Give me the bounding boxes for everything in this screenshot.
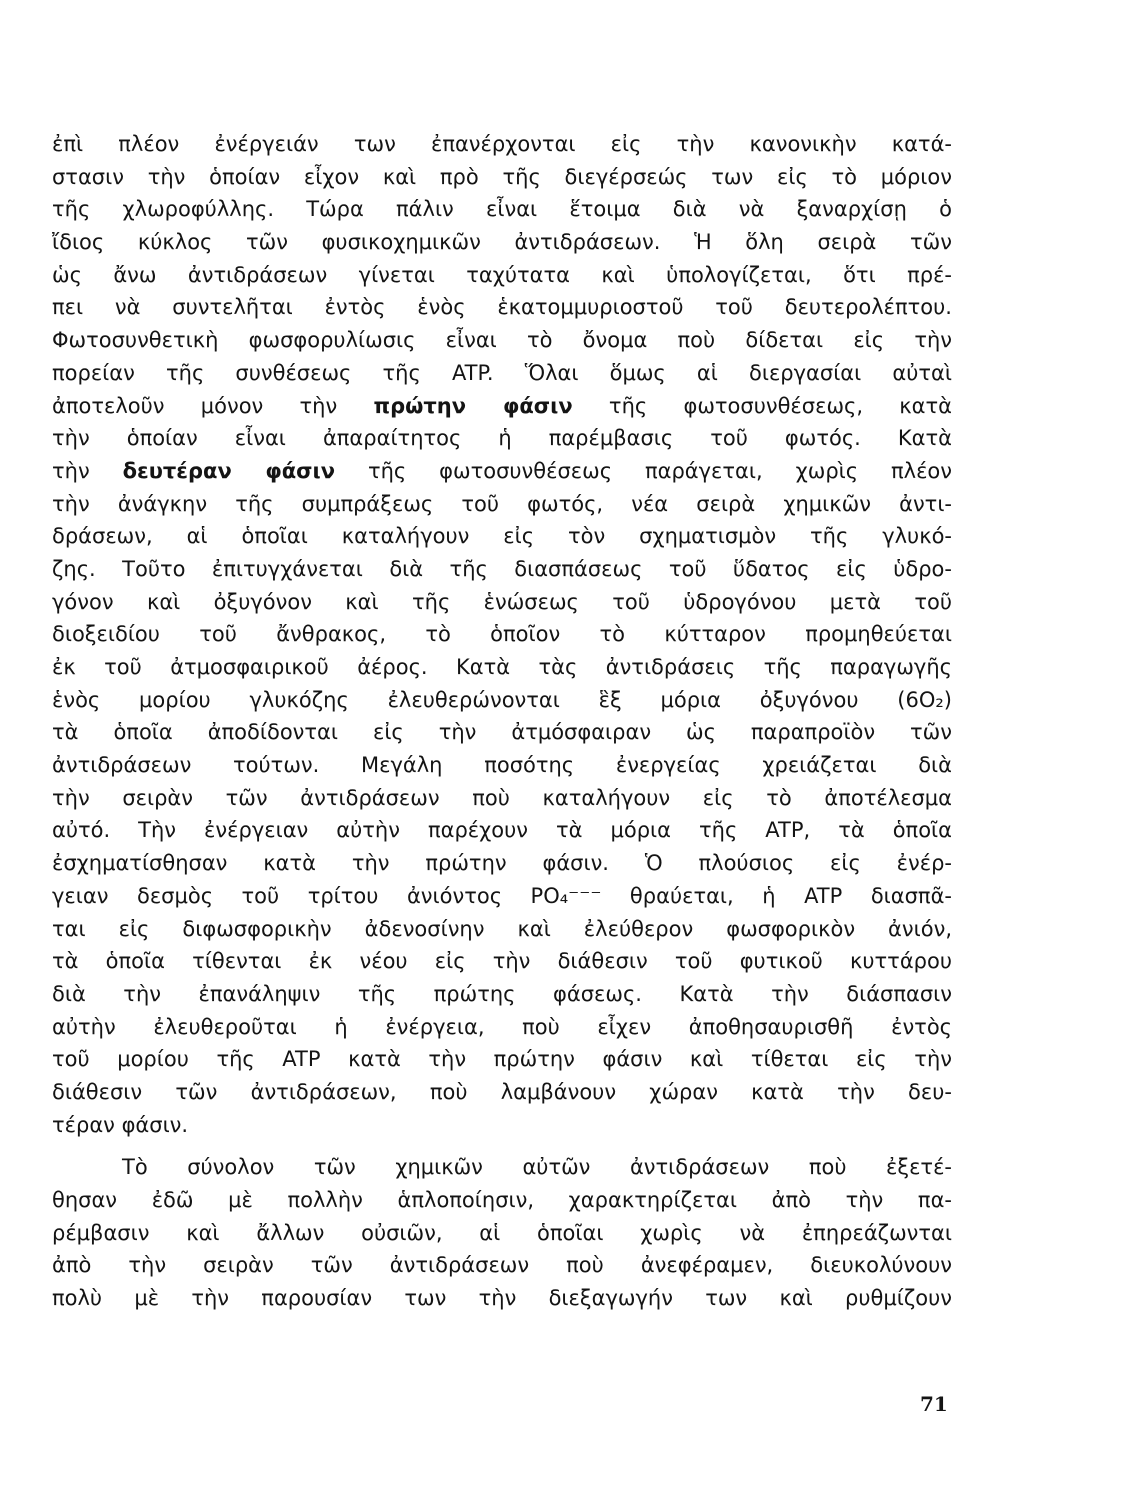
text-segment: τὴν xyxy=(52,458,123,483)
text-line: ἐπὶ πλέον ἐνέργειάν των ἐπανέρχονται εἰς τὴν κανονικὴν κατά- xyxy=(52,132,952,156)
text-line: τὴν ἀνάγκην τῆς συμπράξεως τοῦ φωτός, νέα σειρὰ χημικῶν ἀντι- xyxy=(52,491,952,516)
text-line: τὰ ὁποῖα τίθενται ἐκ νέου εἰς τὴν διάθεσιν τοῦ φυτικοῦ κυττάρου xyxy=(52,949,952,974)
text-line xyxy=(52,390,952,423)
text-line: πολὺ μὲ τὴν παρουσίαν των τὴν διεξαγωγήν των καὶ ρυθμίζουν xyxy=(52,1286,952,1311)
text-line: δράσεων, αἱ ὁποῖαι καταλήγουν εἰς τὸν σχηματισμὸν τῆς γλυκό- xyxy=(52,524,952,549)
text-line: πει νὰ συντελῆται ἐντὸς ἑνὸς ἑκατομμυριοστοῦ τοῦ δευτερολέπτου. xyxy=(52,295,952,320)
text-line: τοῦ μορίου τῆς ATP κατὰ τὴν πρώτην φάσιν καὶ τίθεται εἰς τὴν xyxy=(52,1047,952,1072)
text-line: ἐσχηματίσθησαν κατὰ τὴν πρώτην φάσιν. Ὁ πλούσιος εἰς ἐνέρ- xyxy=(52,851,952,876)
body-text xyxy=(52,128,952,1315)
text-line: ἴδιος κύκλος τῶν φυσικοχημικῶν ἀντιδράσεων. Ἡ ὅλη σειρὰ τῶν xyxy=(52,230,952,255)
text-segment: τῆς φωτοσυνθέσεως παράγεται, χωρὶς πλέον xyxy=(335,458,952,483)
paragraph-2 xyxy=(52,1151,952,1314)
text-line: ἐκ τοῦ ἀτμοσφαιρικοῦ ἀέρος. Κατὰ τὰς ἀντιδράσεις τῆς παραγωγῆς xyxy=(52,655,952,679)
text-line: διάθεσιν τῶν ἀντιδράσεων, ποὺ λαμβάνουν χώραν κατὰ τὴν δευ- xyxy=(52,1079,952,1104)
text-line: αὐτό. Τὴν ἐνέργειαν αὐτὴν παρέχουν τὰ μόρια τῆς ATP, τὰ ὁποῖα xyxy=(52,818,952,843)
text-line: γόνον καὶ ὀξυγόνον καὶ τῆς ἑνώσεως τοῦ ὑδρογόνου μετὰ τοῦ xyxy=(52,589,952,614)
text-line: θησαν ἐδῶ μὲ πολλὴν ἁπλοποίησιν, χαρακτηρίζεται ἀπὸ τὴν πα- xyxy=(52,1188,952,1212)
text-line: ἑνὸς μορίου γλυκόζης ἐλευθερώνονται ἓξ μόρια ὀξυγόνου (6O₂) xyxy=(52,687,952,712)
emphasis-first-phase: πρώτην φάσιν xyxy=(373,393,573,418)
text-line: τὴν ὁποίαν εἶναι ἀπαραίτητος ἡ παρέμβασις τοῦ φωτός. Κατὰ xyxy=(52,426,952,451)
text-line: τὴν σειρὰν τῶν ἀντιδράσεων ποὺ καταλήγουν εἰς τὸ ἀποτέλεσμα xyxy=(52,785,952,810)
text-line xyxy=(52,455,952,488)
page-number: 71 xyxy=(920,1392,948,1416)
text-line: στασιν τὴν ὁποίαν εἶχον καὶ πρὸ τῆς διεγέρσεώς των εἰς τὸ μόριον xyxy=(52,164,952,189)
text-line: γειαν δεσμὸς τοῦ τρίτου ἀνιόντος PO₄⁻⁻⁻ θραύεται, ἡ ATP διασπᾶ- xyxy=(52,883,952,908)
text-line: ἀντιδράσεων τούτων. Μεγάλη ποσότης ἐνεργείας χρειάζεται διὰ xyxy=(52,753,952,778)
emphasis-second-phase: δευτέραν φάσιν xyxy=(122,458,336,483)
text-line: ἀπὸ τὴν σειρὰν τῶν ἀντιδράσεων ποὺ ἀνεφέραμεν, διευκολύνουν xyxy=(52,1253,952,1278)
text-line: τὰ ὁποῖα ἀποδίδονται εἰς τὴν ἀτμόσφαιραν ὡς παραπροϊὸν τῶν xyxy=(52,720,952,745)
text-line: ται εἰς διφωσφορικὴν ἀδενοσίνην καὶ ἐλεύθερον φωσφορικὸν ἀνιόν, xyxy=(52,916,952,941)
text-line: Φωτοσυνθετικὴ φωσφορυλίωσις εἶναι τὸ ὄνομα ποὺ δίδεται εἰς τὴν xyxy=(52,328,952,353)
paragraph-1 xyxy=(52,128,952,1141)
text-line: αὐτὴν ἐλευθεροῦται ἡ ἐνέργεια, ποὺ εἶχεν ἀποθησαυρισθῆ ἐντὸς xyxy=(52,1014,952,1039)
text-line: διὰ τὴν ἐπανάληψιν τῆς πρώτης φάσεως. Κατὰ τὴν διάσπασιν xyxy=(52,981,952,1006)
text-segment: τῆς φωτοσυνθέσεως, κατὰ xyxy=(572,393,953,418)
text-line: ὡς ἄνω ἀντιδράσεων γίνεται ταχύτατα καὶ ὑπολογίζεται, ὅτι πρέ- xyxy=(52,262,952,287)
text-line: διοξειδίου τοῦ ἄνθρακος, τὸ ὁποῖον τὸ κύτταρον προμηθεύεται xyxy=(52,622,952,647)
paragraph-spacer xyxy=(52,1141,952,1151)
text-line: πορείαν τῆς συνθέσεως τῆς ATP. Ὅλαι ὅμως αἱ διεργασίαι αὐταὶ xyxy=(52,360,952,385)
text-line: ρέμβασιν καὶ ἄλλων οὐσιῶν, αἱ ὁποῖαι χωρὶς νὰ ἐπηρεάζωνται xyxy=(52,1220,952,1245)
text-line: ζης. Τοῦτο ἐπιτυγχάνεται διὰ τῆς διασπάσεως τοῦ ὕδατος εἰς ὑδρο- xyxy=(52,556,952,581)
text-line: Τὸ σύνολον τῶν χημικῶν αὐτῶν ἀντιδράσεων ποὺ ἐξετέ- xyxy=(122,1155,952,1180)
text-line: τέραν φάσιν. xyxy=(52,1112,189,1137)
text-line: τῆς χλωροφύλλης. Τώρα πάλιν εἶναι ἕτοιμα διὰ νὰ ξαναρχίσῃ ὁ xyxy=(52,197,952,222)
text-segment: ἀποτελοῦν μόνον τὴν xyxy=(52,393,374,418)
